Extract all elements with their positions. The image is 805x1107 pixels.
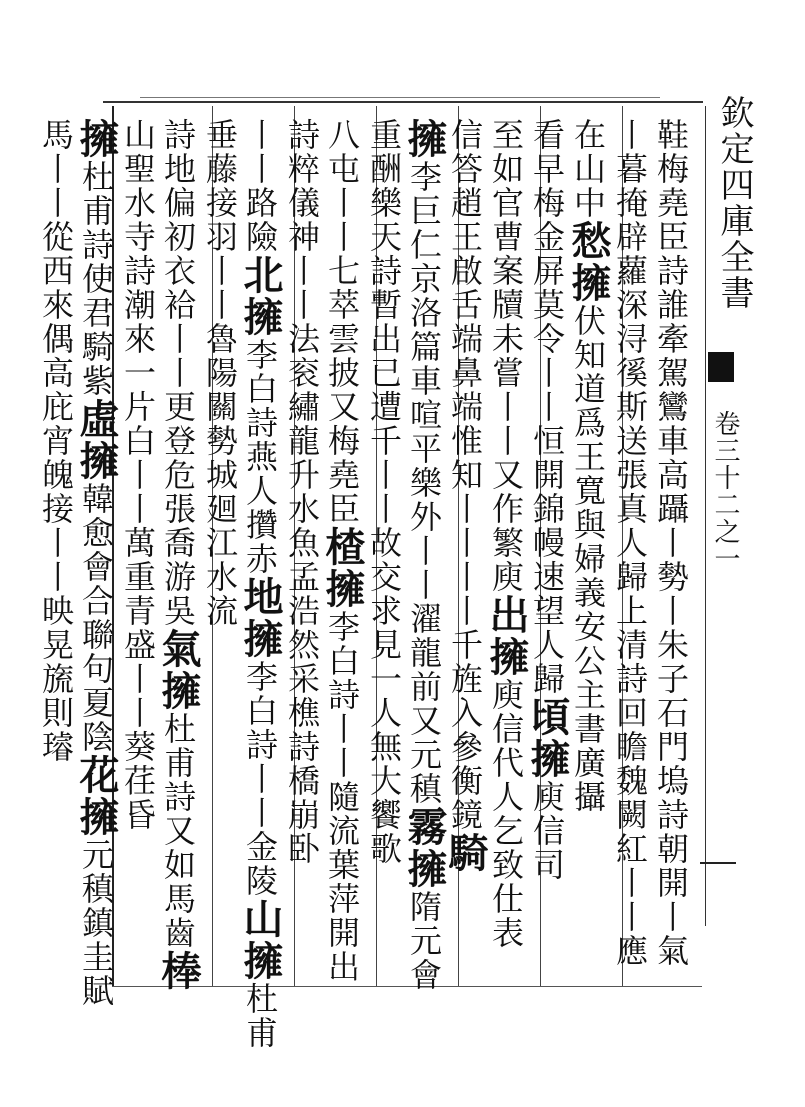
column-text: 山聖水寺詩潮來一片白丨丨萬重青盛丨丨葵荏昏 <box>119 118 157 832</box>
headword: 地擁 <box>237 576 284 660</box>
column-text: 李白詩丨丨隨流葉萍開出 <box>323 610 361 984</box>
top-border <box>103 101 703 103</box>
headword: 愁擁 <box>565 220 612 304</box>
headword: 出擁 <box>483 594 530 678</box>
text-column <box>650 118 691 988</box>
headword: 擁 <box>73 118 120 160</box>
headword: 花擁 <box>73 754 120 838</box>
text-column <box>483 118 530 988</box>
book-title: 欽定四庫全書 <box>714 95 754 311</box>
text-column <box>319 118 366 988</box>
text-column <box>363 118 404 988</box>
headword: 山擁 <box>237 898 284 982</box>
column-text: 隋元會 <box>405 890 443 992</box>
column-text: 信答趙王啟舌端鼻端惟知丨丨丨丨千旌入參衡鏡 <box>446 118 484 832</box>
fish-tail-mark <box>708 352 734 382</box>
headword: 擁 <box>401 118 448 160</box>
column-text: 李白詩燕人攢赤 <box>241 338 279 576</box>
headword: 氣擁 <box>155 628 202 712</box>
margin-tick <box>700 862 736 864</box>
headword: 騎 <box>442 832 489 874</box>
column-text: 丨暮掩辟蘿深浔徯斯送張真人歸上清詩回瞻魏闕紅丨丨應 <box>611 118 649 968</box>
text-column <box>442 118 489 988</box>
text-column <box>609 118 650 988</box>
column-text: 詩粹儀神丨丨法衮繡龍升水魚孟浩然采樵詩橋崩卧 <box>283 118 321 866</box>
column-text: 元稹鎮圭賦 <box>77 838 115 1008</box>
text-column <box>73 118 120 1008</box>
column-text: 庾信代人乞致仕表 <box>487 678 525 950</box>
volume-label: 卷三十二之一 <box>710 410 740 572</box>
column-text: 在山中 <box>569 118 607 220</box>
column-text: 馬丨丨從西來偶高庇宵魄接丨丨映晃旒則璿 <box>37 118 75 764</box>
text-column <box>155 118 202 992</box>
column-text: 丨丨路險 <box>241 118 279 254</box>
column-text: 杜甫詩使君騎紫 <box>77 160 115 398</box>
column-text: 重酬樂天詩暫出已遭千丨丨故交求見一人無大饗歌 <box>365 118 403 866</box>
text-column <box>565 118 612 988</box>
headword: 頃擁 <box>524 696 571 780</box>
column-text: 韓愈會合聯句夏陰 <box>77 482 115 754</box>
text-column <box>117 118 158 988</box>
top-border-thin <box>140 97 660 98</box>
column-text: 垂藤接羽丨丨魯陽關勢城廻江水流 <box>201 118 239 628</box>
column-text: 詩地偏初衣袷丨丨更登危張喬游吳 <box>159 118 197 628</box>
headword: 楂擁 <box>319 526 366 610</box>
headword: 北擁 <box>237 254 284 338</box>
column-text: 杜甫 <box>241 982 279 1050</box>
column-text: 李白詩丨丨金陵 <box>241 660 279 898</box>
text-column <box>401 118 448 992</box>
text-column <box>281 118 322 988</box>
text-column <box>237 118 284 1050</box>
column-text: 鞋梅堯臣詩誰牽駕鸞車高躡丨勢丨朱子石門塢詩朝開丨氣 <box>652 118 690 968</box>
column-text: 庾信司 <box>528 780 566 882</box>
headword: 霧擁 <box>401 806 448 890</box>
column-text: 看早梅金屏莫令丨丨恒開錦幔速望人歸 <box>528 118 566 696</box>
text-column <box>35 118 76 988</box>
text-column <box>524 118 571 988</box>
text-column <box>199 118 240 988</box>
headword: 棒 <box>155 950 202 992</box>
column-text: 至如官曹案牘未嘗丨丨又作繁庾 <box>487 118 525 594</box>
column-text: 八屯丨丨七萃雲披又梅堯臣 <box>323 118 361 526</box>
column-text: 杜甫詩又如馬齒 <box>159 712 197 950</box>
column-text: 伏知道爲王寬與婦義安公主書廣攝 <box>569 304 607 814</box>
column-text: 李巨仁京洛篇車喧平樂外丨丨濯龍前又元稹 <box>405 160 443 806</box>
headword: 虛擁 <box>73 398 120 482</box>
